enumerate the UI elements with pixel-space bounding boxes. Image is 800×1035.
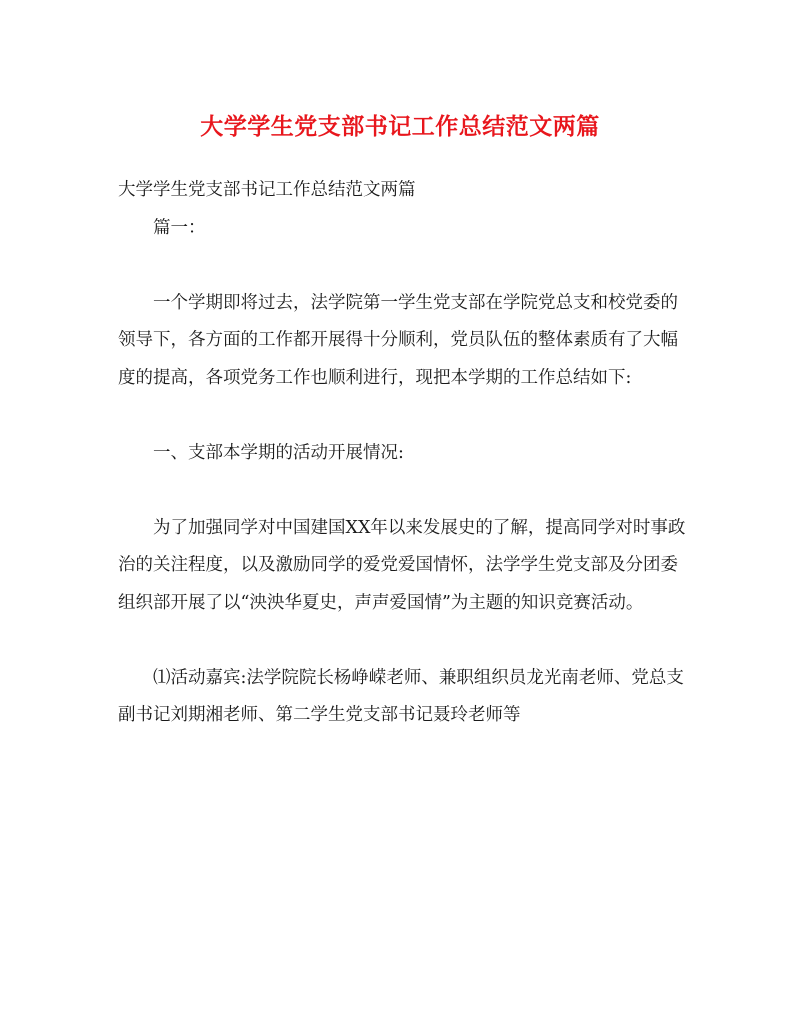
paragraph-guests: ⑴活动嘉宾:法学院院长杨峥嵘老师、兼职组织员龙光南老师、党总支副书记刘期湘老师、第二学生党支部书记聂玲老师等: [118, 667, 684, 725]
paragraph-spacer: [118, 622, 686, 660]
paragraph-spacer: [118, 472, 686, 510]
document-body: [118, 172, 686, 735]
paragraph-spacer: [118, 397, 686, 435]
paragraph-intro: 一个学期即将过去，法学院第一学生党支部在学院党总支和校党委的领导下，各方面的工作都开展得十分顺利，党员队伍的整体素质有了大幅度的提高，各项党务工作也顺利进行，现把本学期的工作总结如下:: [118, 292, 678, 388]
document-subtitle: 大学学生党支部书记工作总结范文两篇: [118, 180, 416, 200]
paragraph-spacer: [118, 247, 686, 285]
section-heading: 一、支部本学期的活动开展情况:: [153, 442, 404, 463]
paragraph-activity: 为了加强同学对中国建国XX年以来发展史的了解，提高同学对时事政治的关注程度，以及激励同学的爱党爱国情怀，法学学生党支部及分团委组织部开展了以“泱泱华夏史，声声爱国情”为主题的知识竞赛活动。: [118, 517, 686, 613]
part-label: 篇一：: [153, 217, 206, 238]
document-title: 大学学生党支部书记工作总结范文两篇: [200, 113, 600, 140]
